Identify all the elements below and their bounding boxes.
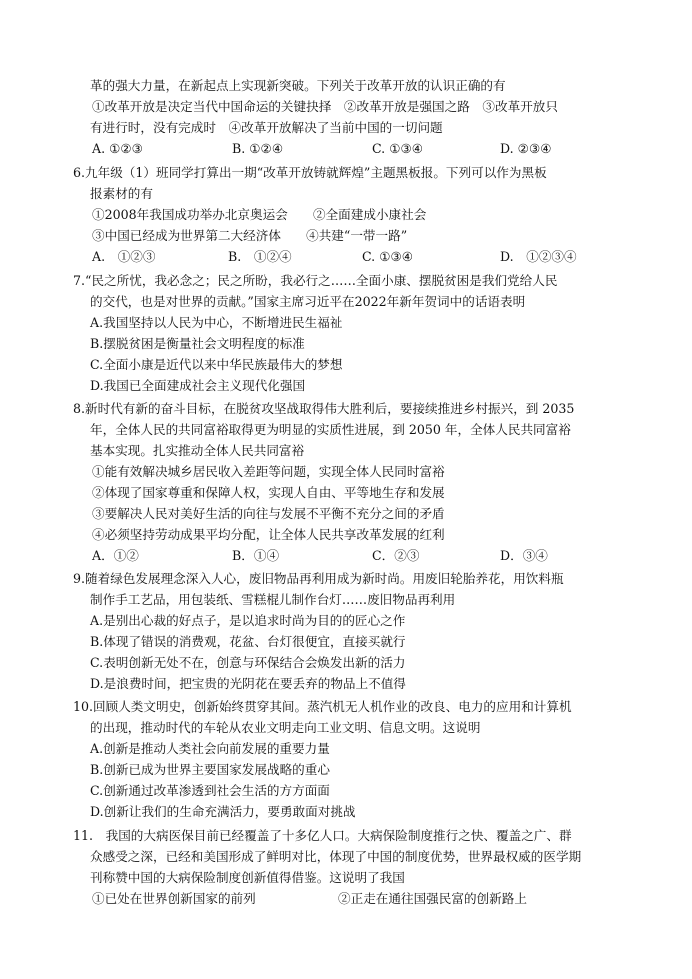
q7-option-c: C.全面小康是近代以来中华民族最伟大的梦想 bbox=[90, 357, 343, 372]
q6-option-c: C. ①③④ bbox=[362, 249, 414, 264]
q11-statement-1: ①已处在世界创新国家的前列 bbox=[92, 891, 256, 906]
q5-stem-line: 革的强大力量，在新起点上实现新突破。下列关于改革开放的认识正确的有 bbox=[90, 78, 506, 93]
q7-option-b: B.摆脱贫困是衡量社会文明程度的标准 bbox=[90, 336, 305, 351]
q9-stem-line-2: 制作手工艺品，用包装纸、雪糕棍儿制作台灯……废旧物品再利用 bbox=[90, 592, 456, 607]
q6-stem-line-1: 6.九年级（1）班同学打算出一期“改革开放铸就辉煌”主题黑板报。下列可以作为黑板 bbox=[73, 165, 547, 180]
q7-option-d: D.我国已全面建成社会主义现代化强国 bbox=[90, 378, 306, 393]
q9-option-b: B.体现了错误的消费观，花盆、台灯很便宜，直接买就行 bbox=[90, 634, 406, 649]
q5-option-c: C. ①③④ bbox=[372, 141, 424, 156]
q10-option-b: B.创新已成为世界主要国家发展战略的重心 bbox=[90, 762, 330, 777]
q6-statements-line-2: ③中国已经成为世界第二大经济体 ④共建“一带一路” bbox=[92, 228, 408, 243]
q8-statement-4: ④必须坚持劳动成果平均分配，让全体人民共享改革发展的红利 bbox=[92, 527, 445, 542]
q10-option-d: D.创新让我们的生命充满活力，要勇敢面对挑战 bbox=[90, 804, 356, 819]
q8-stem-line-2: 年，全体人民的共同富裕取得更为明显的实质性进展，到 2050 年，全体人民共同富裕 bbox=[90, 422, 571, 437]
q9-stem-line-1: 9.随着绿色发展理念深入人心，废旧物品再利用成为新时尚。用废旧轮胎养花，用饮料瓶 bbox=[73, 571, 564, 586]
q8-statement-1: ①能有效解决城乡居民收入差距等问题，实现全体人民同时富裕 bbox=[92, 464, 445, 479]
q11-stem-line-2: 众感受之深，已经和美国形成了鲜明对比，体现了中国的制度优势，世界最权威的医学期 bbox=[90, 849, 582, 864]
q6-option-a: A. ①②③ bbox=[92, 249, 156, 264]
q8-statement-3: ③要解决人民对美好生活的向往与发展不平衡不充分之间的矛盾 bbox=[92, 506, 445, 521]
q7-option-a: A.我国坚持以人民为中心，不断增进民生福祉 bbox=[90, 315, 343, 330]
q5-option-d: D. ②③④ bbox=[500, 141, 552, 156]
q8-option-a: A．①② bbox=[92, 548, 139, 563]
q8-stem-line-1: 8.新时代有新的奋斗目标，在脱贫攻坚战取得伟大胜利后，要接续推进乡村振兴，到 2035 bbox=[73, 401, 575, 416]
q8-option-b: B．①④ bbox=[232, 548, 280, 563]
q5-statements-line-2: 有进行时，没有完成时 ④改革开放解决了当前中国的一切问题 bbox=[90, 120, 443, 135]
q6-option-b: B. ①②④ bbox=[228, 249, 292, 264]
q9-option-d: D.是浪费时间，把宝贵的光阴花在要丢弃的物品上不值得 bbox=[90, 676, 406, 691]
q6-stem-line-2: 报素材的有 bbox=[90, 186, 153, 201]
q10-option-c: C.创新通过改革渗透到社会生活的方方面面 bbox=[90, 783, 330, 798]
q8-stem-line-3: 基本实现。扎实推动全体人民共同富裕 bbox=[90, 443, 305, 458]
q8-option-c: C．②③ bbox=[372, 548, 420, 563]
q6-statements-line-1: ①2008年我国成功举办北京奥运会 ②全面建成小康社会 bbox=[92, 207, 427, 222]
q10-option-a: A.创新是推动人类社会向前发展的重要力量 bbox=[90, 741, 330, 756]
q5-statements-line-1: ①改革开放是决定当代中国命运的关键抉择 ②改革开放是强国之路 ③改革开放只 bbox=[92, 99, 558, 114]
q5-option-b: B. ①②④ bbox=[232, 141, 284, 156]
q8-statement-2: ②体现了国家尊重和保障人权，实现人自由、平等地生存和发展 bbox=[92, 485, 445, 500]
q10-stem-line-1: 10.回顾人类文明史，创新始终贯穿其间。蒸汽机无人机作业的改良、电力的应用和计算机 bbox=[73, 699, 572, 714]
q9-option-a: A.是别出心裁的好点子，是以追求时尚为目的的匠心之作 bbox=[90, 613, 406, 628]
q7-stem-line-1: 7.“民之所忧，我必念之；民之所盼，我必行之……全面小康、摆脱贫困是我们党给人民 bbox=[73, 273, 558, 288]
q5-option-a: A. ①②③ bbox=[92, 141, 143, 156]
q8-option-d: D．③④ bbox=[500, 548, 548, 563]
q11-statement-2: ②正走在通往国强民富的创新路上 bbox=[338, 891, 527, 906]
q7-stem-line-2: 的交代，也是对世界的贡献。”国家主席习近平在2022年新年贺词中的话语表明 bbox=[90, 294, 526, 309]
q9-option-c: C.表明创新无处不在，创意与环保结合会焕发出新的活力 bbox=[90, 655, 406, 670]
q11-stem-line-3: 刊称赞中国的大病保险制度创新值得借鉴。这说明了我国 bbox=[90, 870, 405, 885]
q11-stem-line-1: 11. 我国的大病医保目前已经覆盖了十多亿人口。大病保险制度推行之快、覆盖之广、群 bbox=[73, 828, 572, 843]
q6-option-d: D. ①②③④ bbox=[500, 249, 577, 264]
q10-stem-line-2: 的出现，推动时代的车轮从农业文明走向工业文明、信息文明。这说明 bbox=[90, 720, 481, 735]
